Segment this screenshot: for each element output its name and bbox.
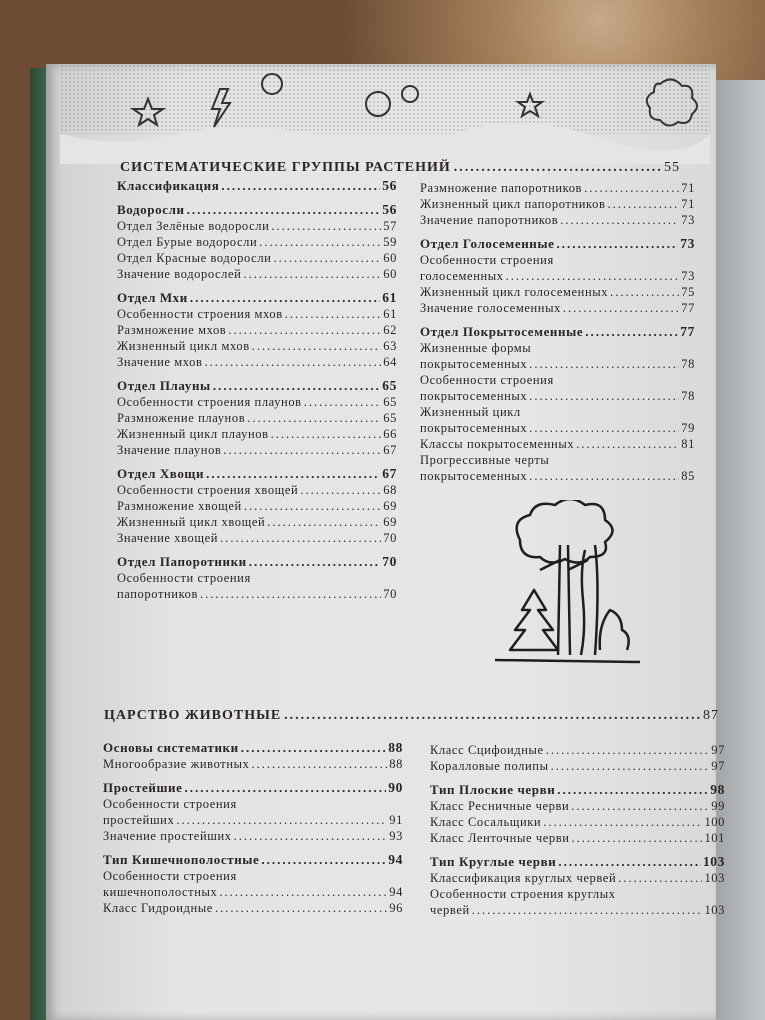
toc-entry-page: 103: [702, 854, 725, 869]
toc-entry-page: 100: [704, 815, 725, 829]
toc-entry-page: 73: [680, 236, 695, 251]
leader-dots: [228, 322, 381, 338]
leader-dots: [234, 828, 388, 844]
toc-entry[interactable]: [420, 388, 695, 404]
toc-entry-label: Отдел Хвощи: [117, 466, 205, 481]
toc-entry-page: 69: [383, 515, 397, 529]
leader-dots: [585, 324, 678, 340]
toc-entry-label: Жизненный цикл папоротников: [420, 197, 606, 211]
leader-dots: [249, 554, 381, 570]
leader-dots: [304, 394, 382, 410]
toc-entry[interactable]: [430, 830, 725, 846]
toc-entry[interactable]: [420, 420, 695, 436]
toc-entry-label: Жизненный цикл: [420, 405, 521, 419]
toc-entry-page: 70: [383, 531, 397, 545]
toc-entry-label: Жизненные формы: [420, 341, 532, 355]
leader-dots: [572, 830, 703, 846]
toc-entry-page: 62: [383, 323, 397, 337]
toc-entry[interactable]: [117, 410, 397, 426]
leader-dots: [454, 160, 661, 176]
toc-entry-page: 61: [382, 290, 397, 305]
leader-dots: [472, 902, 703, 918]
toc-heading[interactable]: [420, 236, 695, 252]
leader-dots: [185, 780, 387, 796]
toc-entry[interactable]: [117, 250, 397, 266]
toc-entry-page: 85: [681, 469, 695, 483]
toc-entry-label: Размножение плаунов: [117, 411, 246, 425]
toc-heading[interactable]: [117, 202, 397, 218]
toc-entry-page: 71: [681, 197, 695, 211]
leader-dots: [558, 854, 701, 870]
leader-dots: [220, 530, 381, 546]
toc-entry-label: Значение хвощей: [117, 531, 219, 545]
toc-entry[interactable]: [103, 796, 403, 812]
leader-dots: [607, 196, 679, 212]
leader-dots: [284, 708, 700, 724]
toc-entry-page: 91: [389, 813, 403, 827]
toc-entry-label: покрытосеменных: [420, 357, 528, 371]
leader-dots: [529, 388, 679, 404]
leader-dots: [563, 300, 679, 316]
toc-entry-page: 67: [383, 443, 397, 457]
toc-entry[interactable]: [430, 814, 725, 830]
toc-entry-page: 68: [383, 483, 397, 497]
leader-dots: [571, 798, 709, 814]
toc-entry-label: Размножение папоротников: [420, 181, 583, 195]
toc-entry[interactable]: [117, 394, 397, 410]
leader-dots: [551, 758, 710, 774]
toc-entry-label: простейших: [103, 813, 175, 827]
toc-entry[interactable]: [117, 218, 397, 234]
toc-entry[interactable]: [103, 868, 403, 884]
toc-entry-page: 65: [382, 378, 397, 393]
toc-entry-label: Значение голосеменных: [420, 301, 561, 315]
leader-dots: [221, 178, 380, 194]
toc-entry-page: 96: [389, 901, 403, 915]
toc-entry[interactable]: [103, 828, 403, 844]
toc-entry-label: Особенности строения мхов: [117, 307, 283, 321]
toc-entry-page: 101: [704, 831, 725, 845]
toc-entry-page: 75: [681, 285, 695, 299]
toc-heading[interactable]: [117, 178, 397, 194]
toc-entry-label: Отдел Папоротники: [117, 554, 247, 569]
toc-entry-label: Значение простейших: [103, 829, 232, 843]
toc-entry[interactable]: [430, 758, 725, 774]
toc-entry-label: Отдел Мхи: [117, 290, 188, 305]
toc-entry-label: Основы систематики: [103, 740, 239, 755]
toc-entry[interactable]: [103, 884, 403, 900]
toc-entry-label: Отдел Покрытосеменные: [420, 324, 584, 339]
toc-entry[interactable]: [420, 196, 695, 212]
toc-entry[interactable]: [117, 354, 397, 370]
toc-heading[interactable]: [103, 740, 403, 756]
toc-entry-label: Класс Ресничные черви: [430, 799, 570, 813]
toc-entry-label: Жизненный цикл хвощей: [117, 515, 266, 529]
toc-entry[interactable]: [420, 212, 695, 228]
toc-entry-label: Значение плаунов: [117, 443, 222, 457]
toc-entry[interactable]: [117, 426, 397, 442]
leader-dots: [244, 498, 381, 514]
leader-dots: [213, 378, 380, 394]
leader-dots: [252, 338, 382, 354]
toc-entry[interactable]: [117, 306, 397, 322]
toc-heading[interactable]: [117, 378, 397, 394]
toc-entry[interactable]: [420, 180, 695, 196]
toc-entry[interactable]: [117, 586, 397, 602]
section-animals-title[interactable]: [104, 708, 719, 724]
toc-entry-label: Коралловые полипы: [430, 759, 549, 773]
leader-dots: [267, 514, 381, 530]
leader-dots: [261, 852, 386, 868]
toc-entry-label: Классификация круглых червей: [430, 871, 617, 885]
toc-entry-label: Отдел Красные водоросли: [117, 251, 272, 265]
toc-entry-page: 71: [681, 181, 695, 195]
toc-entry-page: 98: [710, 782, 725, 797]
toc-entry-label: кишечнополостных: [103, 885, 218, 899]
toc-entry[interactable]: [117, 338, 397, 354]
toc-entry[interactable]: [430, 886, 725, 902]
toc-entry[interactable]: [117, 266, 397, 282]
toc-heading[interactable]: [420, 324, 695, 340]
leader-dots: [560, 212, 679, 228]
toc-entry-page: 79: [681, 421, 695, 435]
toc-entry[interactable]: [117, 482, 397, 498]
toc-entry-label: Особенности строения: [117, 571, 251, 585]
leader-dots: [223, 442, 381, 458]
toc-heading[interactable]: [117, 554, 397, 570]
toc-entry-label: Классификация: [117, 178, 220, 193]
leader-dots: [215, 900, 387, 916]
toc-entry-label: Водоросли: [117, 202, 185, 217]
toc-entry-label: Особенности строения хвощей: [117, 483, 299, 497]
toc-entry-page: 77: [681, 301, 695, 315]
toc-entry-label: Отдел Голосеменные: [420, 236, 555, 251]
toc-entry[interactable]: [420, 356, 695, 372]
decorative-header-art: [60, 64, 710, 164]
toc-entry-page: 99: [711, 799, 725, 813]
toc-entry-label: Размножение хвощей: [117, 499, 242, 513]
toc-entry-label: Особенности строения плаунов: [117, 395, 302, 409]
toc-entry[interactable]: [103, 900, 403, 916]
section-animals-label: ЦАРСТВО ЖИВОТНЫЕ: [104, 708, 282, 723]
toc-entry-page: 70: [383, 587, 397, 601]
toc-entry-page: 57: [383, 219, 397, 233]
toc-entry-label: Значение папоротников: [420, 213, 559, 227]
toc-entry-page: 97: [711, 759, 725, 773]
toc-entry-label: Значение водорослей: [117, 267, 242, 281]
toc-entry-label: Отдел Бурые водоросли: [117, 235, 258, 249]
toc-entry[interactable]: [420, 372, 695, 388]
toc-entry-label: Жизненный цикл мхов: [117, 339, 250, 353]
toc-entry-label: Особенности строения: [103, 869, 237, 883]
toc-heading[interactable]: [117, 466, 397, 482]
toc-entry-page: 78: [681, 357, 695, 371]
leader-dots: [285, 306, 382, 322]
leader-dots: [241, 740, 387, 756]
section-plants-page: 55: [664, 160, 680, 175]
toc-entry-label: Жизненный цикл голосеменных: [420, 285, 609, 299]
leader-dots: [259, 234, 381, 250]
toc-entry-page: 61: [383, 307, 397, 321]
toc-entry-page: 88: [389, 757, 403, 771]
toc-entry-page: 64: [383, 355, 397, 369]
toc-entry-label: Значение мхов: [117, 355, 203, 369]
toc-entry-label: покрытосеменных: [420, 421, 528, 435]
toc-entry-label: Особенности строения: [420, 253, 554, 267]
leader-dots: [187, 202, 381, 218]
toc-entry-page: 65: [383, 395, 397, 409]
leader-dots: [529, 356, 679, 372]
toc-entry-page: 93: [389, 829, 403, 843]
toc-entry[interactable]: [420, 404, 695, 420]
toc-heading[interactable]: [430, 782, 725, 798]
toc-entry[interactable]: [420, 252, 695, 268]
toc-entry-label: покрытосеменных: [420, 469, 528, 483]
toc-entry[interactable]: [420, 452, 695, 468]
toc-entry-page: 77: [680, 324, 695, 339]
toc-entry-page: 59: [383, 235, 397, 249]
toc-entry[interactable]: [117, 322, 397, 338]
toc-entry-page: 73: [681, 269, 695, 283]
toc-entry-label: Тип Кишечнополостные: [103, 852, 260, 867]
toc-entry-label: Классы покрытосеменных: [420, 437, 575, 451]
toc-entry-label: голосеменных: [420, 269, 504, 283]
leader-dots: [271, 218, 381, 234]
plants-right-column: [420, 180, 695, 484]
toc-entry-page: 60: [383, 251, 397, 265]
toc-entry[interactable]: [420, 284, 695, 300]
toc-entry-page: 73: [681, 213, 695, 227]
section-animals-page: 87: [703, 708, 719, 723]
toc-entry-page: 88: [388, 740, 403, 755]
leader-dots: [251, 756, 387, 772]
toc-entry[interactable]: [117, 442, 397, 458]
toc-entry-page: 94: [389, 885, 403, 899]
toc-entry[interactable]: [420, 300, 695, 316]
toc-entry-page: 63: [383, 339, 397, 353]
toc-entry-label: Размножение мхов: [117, 323, 227, 337]
toc-entry-page: 103: [704, 871, 725, 885]
leader-dots: [247, 410, 381, 426]
tree-illustration: [490, 500, 650, 670]
toc-heading[interactable]: [117, 290, 397, 306]
toc-entry-page: 103: [704, 903, 725, 917]
leader-dots: [543, 814, 702, 830]
section-plants-label: СИСТЕМАТИЧЕСКИЕ ГРУППЫ РАСТЕНИЙ: [120, 160, 451, 175]
leader-dots: [610, 284, 679, 300]
leader-dots: [273, 250, 381, 266]
leader-dots: [271, 426, 382, 442]
leader-dots: [300, 482, 381, 498]
leader-dots: [206, 466, 380, 482]
toc-entry-label: Особенности строения: [103, 797, 237, 811]
toc-entry-page: 66: [383, 427, 397, 441]
toc-entry[interactable]: [420, 468, 695, 484]
leader-dots: [190, 290, 380, 306]
leader-dots: [557, 782, 708, 798]
leader-dots: [506, 268, 680, 284]
section-plants-title[interactable]: [120, 160, 680, 176]
animals-right-column: [430, 742, 725, 918]
toc-entry[interactable]: [420, 340, 695, 356]
toc-entry-page: 56: [382, 178, 397, 193]
leader-dots: [529, 468, 679, 484]
toc-entry-page: 67: [382, 466, 397, 481]
toc-entry-label: Класс Ленточные черви: [430, 831, 570, 845]
toc-entry[interactable]: [117, 498, 397, 514]
toc-entry-label: Класс Гидроидные: [103, 901, 213, 915]
toc-entry[interactable]: [117, 514, 397, 530]
toc-entry-label: Класс Сосальщики: [430, 815, 542, 829]
toc-entry-page: 69: [383, 499, 397, 513]
leader-dots: [576, 436, 679, 452]
toc-entry-label: Жизненный цикл плаунов: [117, 427, 269, 441]
leader-dots: [243, 266, 381, 282]
leader-dots: [557, 236, 679, 252]
toc-entry-label: Особенности строения: [420, 373, 554, 387]
leader-dots: [219, 884, 387, 900]
toc-entry-label: Особенности строения круглых: [430, 887, 616, 901]
toc-heading[interactable]: [103, 780, 403, 796]
toc-entry[interactable]: [103, 756, 403, 772]
leader-dots: [205, 354, 382, 370]
animals-left-column: [103, 740, 403, 916]
toc-entry-label: покрытосеменных: [420, 389, 528, 403]
toc-entry-label: Прогрессивные черты: [420, 453, 550, 467]
leader-dots: [618, 870, 702, 886]
toc-entry-page: 65: [383, 411, 397, 425]
toc-entry[interactable]: [430, 870, 725, 886]
leader-dots: [176, 812, 387, 828]
toc-entry[interactable]: [117, 234, 397, 250]
toc-entry-label: червей: [430, 903, 470, 917]
plants-left-column: [117, 178, 397, 602]
toc-entry-page: 81: [681, 437, 695, 451]
toc-entry-page: 97: [711, 743, 725, 757]
toc-entry-label: Тип Плоские черви: [430, 782, 556, 797]
toc-entry[interactable]: [103, 812, 403, 828]
toc-entry-page: 94: [388, 852, 403, 867]
leader-dots: [529, 420, 679, 436]
toc-entry[interactable]: [430, 902, 725, 918]
toc-entry-label: папоротников: [117, 587, 198, 601]
toc-entry[interactable]: [117, 570, 397, 586]
toc-heading[interactable]: [430, 854, 725, 870]
toc-entry-label: Простейшие: [103, 780, 183, 795]
toc-entry[interactable]: [420, 436, 695, 452]
toc-entry[interactable]: [117, 530, 397, 546]
toc-entry-page: 60: [383, 267, 397, 281]
toc-entry[interactable]: [430, 742, 725, 758]
leader-dots: [584, 180, 679, 196]
toc-entry-label: Многообразие животных: [103, 757, 250, 771]
toc-entry[interactable]: [430, 798, 725, 814]
leader-dots: [200, 586, 381, 602]
toc-entry-page: 78: [681, 389, 695, 403]
toc-heading[interactable]: [103, 852, 403, 868]
toc-entry-page: 56: [382, 202, 397, 217]
toc-entry-page: 90: [388, 780, 403, 795]
toc-entry-page: 70: [382, 554, 397, 569]
leader-dots: [546, 742, 710, 758]
toc-entry-label: Тип Круглые черви: [430, 854, 557, 869]
toc-entry-label: Класс Сцифоидные: [430, 743, 544, 757]
toc-entry[interactable]: [420, 268, 695, 284]
toc-entry-label: Отдел Плауны: [117, 378, 211, 393]
toc-entry-label: Отдел Зелёные водоросли: [117, 219, 270, 233]
